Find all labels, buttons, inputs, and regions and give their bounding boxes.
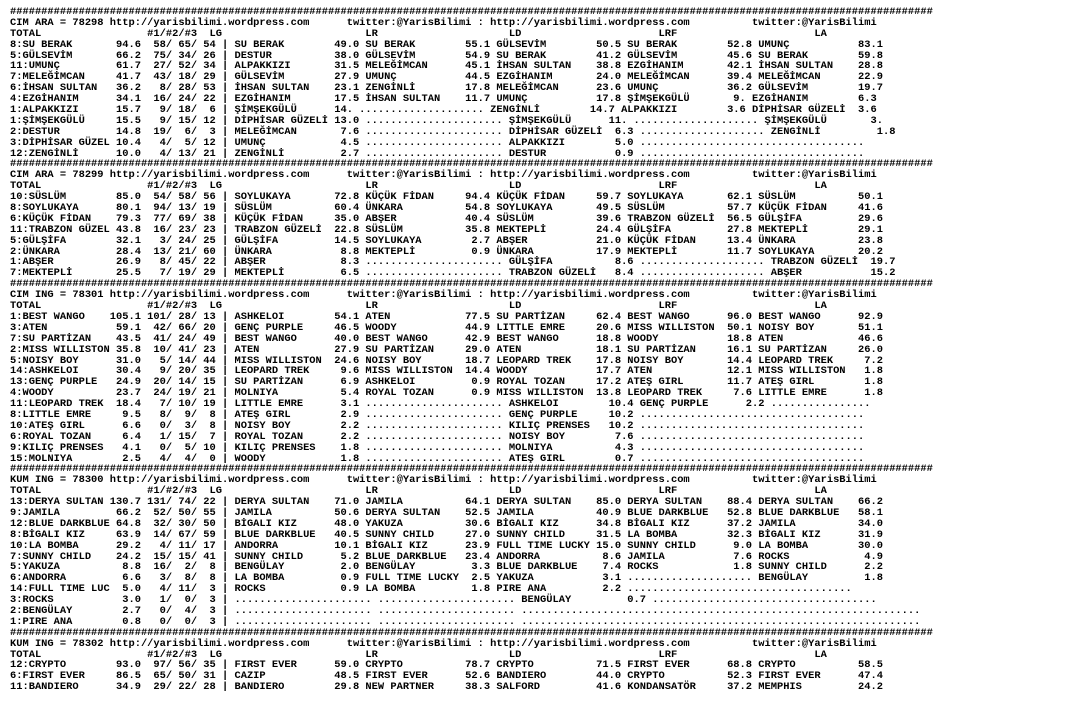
result-row: 11:UMUNÇ 61.7 27/ 52/ 34 | ALPAKKIZI 31.5 MELEĞİMCAN 45.1 İHSAN SULTAN 38.8 EZGİHANIM 42.1 İHSAN SULTAN 28.8	[10, 60, 883, 73]
race-header: KUM ING = 78300 http://yarisbilimi.wordpress.com twitter:@YarisBilimi : http://yarisbilimi.wordpress.com twitter:@YarisBilimi	[10, 474, 877, 487]
separator-row: ####################################################################################################################################################	[10, 278, 933, 291]
result-row: 6:ANDORRA 6.6 3/ 8/ 8 | LA BOMBA 0.9 FULL TIME LUCKY 2.5 YAKUZA 3.1 .................... BENGÜLAY 1.8	[10, 572, 883, 585]
result-row: 2:ÜNKARA 28.4 13/ 21/ 60 | ÜNKARA 8.8 MEKTEPLİ 0.9 ÜNKARA 17.9 MEKTEPLİ 11.7 SOYLUKAYA 20.2	[10, 245, 883, 258]
result-row: 2:MISS WILLISTON 35.8 10/ 41/ 23 | ATEN 27.9 SU PARTİZAN 29.0 ATEN 18.1 SU PARTİZAN 16.1 SU PARTİZAN 26.0	[10, 343, 883, 356]
result-row: 2:BENGÜLAY 2.7 0/ 4/ 3 | ...................... ...................... ................................................................	[10, 604, 921, 617]
result-row: 13:GENÇ PURPLE 24.9 20/ 14/ 15 | SU PARTİZAN 6.9 ASHKELOI 0.9 ROYAL TOZAN 17.2 ATEŞ GIRL 11.7 ATEŞ GIRL 1.8	[10, 376, 883, 389]
result-row: 5:GÜLŞİFA 32.1 3/ 24/ 25 | GÜLŞİFA 14.5 SOYLUKAYA 2.7 ABŞER 21.0 KÜÇÜK FİDAN 13.4 ÜNKARA 23.8	[10, 234, 883, 247]
result-row: 10:LA BOMBA 29.2 4/ 11/ 17 | ANDORRA 10.1 BİGALI KIZ 23.9 FULL TIME LUCKY 15.0 SUNNY CHILD 9.0 LA BOMBA 30.0	[10, 539, 883, 552]
result-row: 12:ZENGİNLİ 10.0 4/ 13/ 21 | ZENGİNLİ 2.7 ...................... DESTUR 0.9 ....................................	[10, 147, 865, 160]
column-header: TOTAL #1/#2/#3 LG LR LD LRF LA	[10, 648, 827, 661]
result-row: 12:CRYPTO 93.0 97/ 56/ 35 | FIRST EVER 59.0 CRYPTO 78.7 CRYPTO 71.5 FIRST EVER 68.8 CRYPTO 58.5	[10, 659, 883, 672]
result-row: 7:MELEĞİMCAN 41.7 43/ 18/ 29 | GÜLSEVİM 27.9 UMUNÇ 44.5 EZGİHANIM 24.0 MELEĞİMCAN 39.4 MELEĞİMCAN 22.9	[10, 71, 883, 84]
separator-row: ####################################################################################################################################################	[10, 7, 933, 18]
result-row: 3:DİPHİSAR GÜZEL 10.4 4/ 5/ 12 | UMUNÇ 4.5 ...................... ALPAKKIZI 5.0 ....................................	[10, 136, 865, 149]
column-header: TOTAL #1/#2/#3 LG LR LD LRF LA	[10, 485, 827, 498]
result-row: 7:SUNNY CHILD 24.2 15/ 15/ 41 | SUNNY CHILD 5.2 BLUE DARKBLUE 23.4 ANDORRA 8.6 JAMILA 7.6 ROCKS 4.9	[10, 550, 883, 563]
result-row: 11:BANDIERO 34.9 29/ 22/ 28 | BANDIERO 29.8 NEW PARTNER 38.3 SALFORD 41.6 KONDANSATÖR 37.2 MEMPHIS 24.2	[10, 681, 883, 694]
column-header: TOTAL #1/#2/#3 LG LR LD LRF LA	[10, 300, 827, 313]
result-row: 6:FIRST EVER 86.5 65/ 50/ 31 | CAZIP 48.5 FIRST EVER 52.6 BANDIERO 44.0 CRYPTO 52.3 FIRST EVER 47.4	[10, 670, 883, 683]
result-row: 13:DERYA SULTAN 130.7 131/ 74/ 22 | DERYA SULTAN 71.0 JAMILA 64.1 DERYA SULTAN 85.0 DERYA SULTAN 88.4 DERYA SULTAN 66.2	[10, 496, 883, 509]
result-row: 1:ALPAKKIZI 15.7 9/ 18/ 6 | ŞİMŞEKGÜLÜ 14. .................... ZENGİNLİ 14.7 ALPAKKIZI 3.6 DİPHİSAR GÜZELİ 3.6	[10, 104, 877, 117]
result-row: 1:PIRE ANA 0.8 0/ 0/ 3 | ...................... ...................... ................................................................	[10, 615, 921, 628]
result-row: 5:GÜLSEVİM 66.2 75/ 34/ 26 | DESTUR 38.0 GÜLSEVİM 54.9 SU BERAK 41.2 GÜLSEVİM 45.6 SU BERAK 59.8	[10, 49, 883, 62]
result-row: 8:BİGALI KIZ 63.9 14/ 67/ 59 | BLUE DARKBLUE 40.5 SUNNY CHILD 27.0 SUNNY CHILD 31.5 LA BOMBA 32.3 BİGALI KIZ 31.9	[10, 528, 883, 541]
result-row: 10:SÜSLÜM 85.0 54/ 58/ 56 | SOYLUKAYA 72.8 KÜÇÜK FİDAN 94.4 KÜÇÜK FİDAN 59.7 SOYLUKAYA 62.1 SÜSLÜM 50.1	[10, 191, 883, 204]
race-header: CIM ARA = 78299 http://yarisbilimi.wordpress.com twitter:@YarisBilimi : http://yarisbilimi.wordpress.com twitter:@YarisBilimi	[10, 169, 877, 182]
result-row: 14:FULL TIME LUC 5.0 4/ 11/ 3 | ROCKS 0.9 LA BOMBA 1.8 PIRE ANA 2.2 ....................................	[10, 583, 852, 596]
result-row: 6:ROYAL TOZAN 6.4 1/ 15/ 7 | ROYAL TOZAN 2.2 ...................... NOISY BOY 7.6 ....................................	[10, 430, 865, 443]
separator-row: ####################################################################################################################################################	[10, 626, 933, 639]
result-row: 11:TRABZON GÜZEL 43.8 16/ 23/ 23 | TRABZON GÜZELİ 22.8 SÜSLÜM 35.8 MEKTEPLİ 24.4 GÜLŞİFA 27.8 MEKTEPLİ 29.1	[10, 223, 883, 236]
result-row: 7:SU PARTİZAN 43.5 41/ 24/ 49 | BEST WANGO 40.0 BEST WANGO 42.9 BEST WANGO 18.8 WOODY 18.8 ATEN 46.6	[10, 332, 883, 345]
result-row: 4:EZGİHANIM 34.1 16/ 24/ 22 | EZGİHANIM 17.5 İHSAN SULTAN 11.7 UMUNÇ 17.8 ŞİMŞEKGÜLÜ 9. EZGİHANIM 6.3	[10, 93, 877, 106]
separator-row: ####################################################################################################################################################	[10, 463, 933, 476]
column-header: TOTAL #1/#2/#3 LG LR LD LRF LA	[10, 27, 827, 40]
column-header: TOTAL #1/#2/#3 LG LR LD LRF LA	[10, 180, 827, 193]
result-row: 6:İHSAN SULTAN 36.2 8/ 28/ 53 | İHSAN SULTAN 23.1 ZENGİNLİ 17.8 MELEĞİMCAN 23.6 UMUNÇ 36.2 GÜLSEVİM 19.7	[10, 82, 883, 95]
separator-row: ####################################################################################################################################################	[10, 158, 933, 171]
result-row: 5:NOISY BOY 31.0 5/ 14/ 44 | MISS WILLISTON 24.6 NOISY BOY 18.7 LEOPARD TREK 17.8 NOISY BOY 14.4 LEOPARD TREK 7.2	[10, 354, 883, 367]
result-row: 14:ASHKELOI 30.4 9/ 20/ 35 | LEOPARD TREK 9.6 MISS WILLISTON 14.4 WOODY 17.7 ATEN 12.1 MISS WILLISTON 1.8	[10, 365, 883, 378]
result-row: 2:DESTUR 14.8 19/ 6/ 3 | MELEĞİMCAN 7.6 ...................... DİPHİSAR GÜZELİ 6.3 .................... ZENGİNLİ 1.8	[10, 125, 896, 138]
result-row: 1:ŞİMŞEKGÜLÜ 15.5 9/ 15/ 12 | DİPHİSAR GÜZELİ 13.0 ...................... ŞİMŞEKGÜLÜ 11. .................... ŞİMŞEKGÜLÜ 3.	[10, 114, 883, 127]
result-row: 1:BEST WANGO 105.1 101/ 28/ 13 | ASHKELOI 54.1 ATEN 77.5 SU PARTİZAN 62.4 BEST WANGO 96.0 BEST WANGO 92.9	[10, 310, 883, 323]
result-row: 15:MOLNIYA 2.5 4/ 4/ 0 | WOODY 1.8 ...................... ATEŞ GIRL 0.7 ....................................	[10, 452, 865, 465]
race-header: CIM ING = 78301 http://yarisbilimi.wordpress.com twitter:@YarisBilimi : http://yarisbilimi.wordpress.com twitter:@YarisBilimi	[10, 289, 877, 302]
result-row: 3:ROCKS 3.0 1/ 0/ 3 | ...................... ...................... BENGÜLAY 0.7 ....................................	[10, 594, 877, 607]
result-row: 4:WOODY 23.7 24/ 19/ 21 | MOLNIYA 5.4 ROYAL TOZAN 0.9 MISS WILLISTON 13.8 LEOPARD TREK 7.6 LITTLE EMRE 1.8	[10, 387, 883, 400]
result-row: 10:ATEŞ GIRL 6.6 0/ 3/ 8 | NOISY BOY 2.2 ...................... KILIÇ PRENSES 10.2 ....................................	[10, 419, 865, 432]
race-header: CIM ARA = 78298 http://yarisbilimi.wordpress.com twitter:@YarisBilimi : http://yarisbilimi.wordpress.com twitter:@YarisBilimi	[10, 16, 877, 29]
result-row: 8:SOYLUKAYA 80.1 94/ 13/ 19 | SÜSLÜM 60.4 ÜNKARA 54.8 SOYLUKAYA 49.5 SÜSLÜM 57.7 KÜÇÜK FİDAN 41.6	[10, 202, 883, 215]
result-row: 9:JAMILA 66.2 52/ 50/ 55 | JAMILA 50.6 DERYA SULTAN 52.5 JAMILA 40.9 BLUE DARKBLUE 52.8 BLUE DARKBLUE 58.1	[10, 506, 883, 519]
result-row: 3:ATEN 59.1 42/ 66/ 20 | GENÇ PURPLE 46.5 WOODY 44.9 LITTLE EMRE 20.6 MISS WILLISTON 50.1 NOISY BOY 51.1	[10, 321, 883, 334]
race-stats-sheet	[10, 7, 1076, 712]
result-row: 11:LEOPARD TREK 18.4 7/ 10/ 19 | LITTLE EMRE 3.1 ...................... ASHKELOI 10.4 GENÇ PURPLE 2.2 ................	[10, 398, 871, 411]
result-row: 6:KÜÇÜK FİDAN 79.3 77/ 69/ 38 | KÜÇÜK FİDAN 35.0 ABŞER 40.4 SÜSLÜM 39.6 TRABZON GÜZELİ 56.5 GÜLŞİFA 29.6	[10, 212, 883, 225]
race-header: KUM ING = 78302 http://yarisbilimi.wordpress.com twitter:@YarisBilimi : http://yarisbilimi.wordpress.com twitter:@YarisBilimi	[10, 637, 877, 650]
result-row: 9:KILIÇ PRENSES 4.1 0/ 5/ 10 | KILIÇ PRENSES 1.8 ...................... MOLNIYA 4.3 ....................................	[10, 441, 865, 454]
result-row: 8:SU BERAK 94.6 58/ 65/ 54 | SU BERAK 49.0 SU BERAK 55.1 GÜLSEVİM 50.5 SU BERAK 52.8 UMUNÇ 83.1	[10, 38, 883, 51]
result-row: 5:YAKUZA 8.8 16/ 2/ 8 | BENGÜLAY 2.0 BENGÜLAY 3.3 BLUE DARKBLUE 7.4 ROCKS 1.8 SUNNY CHILD 2.2	[10, 561, 883, 574]
result-row: 12:BLUE DARKBLUE 64.8 32/ 30/ 50 | BİGALI KIZ 48.0 YAKUZA 30.6 BİGALI KIZ 34.8 BİGALI KIZ 37.2 JAMILA 34.0	[10, 517, 883, 530]
result-row: 1:ABŞER 26.9 8/ 45/ 22 | ABŞER 8.3 ...................... GÜLŞİFA 8.6 .................... TRABZON GÜZELİ 19.7	[10, 256, 896, 269]
result-row: 8:LITTLE EMRE 9.5 8/ 9/ 8 | ATEŞ GIRL 2.9 ...................... GENÇ PURPLE 10.2 ....................................	[10, 408, 865, 421]
result-row: 7:MEKTEPLİ 25.5 7/ 19/ 29 | MEKTEPLİ 6.5 ...................... TRABZON GÜZELİ 8.4 .................... ABŞER 15.2	[10, 267, 896, 280]
